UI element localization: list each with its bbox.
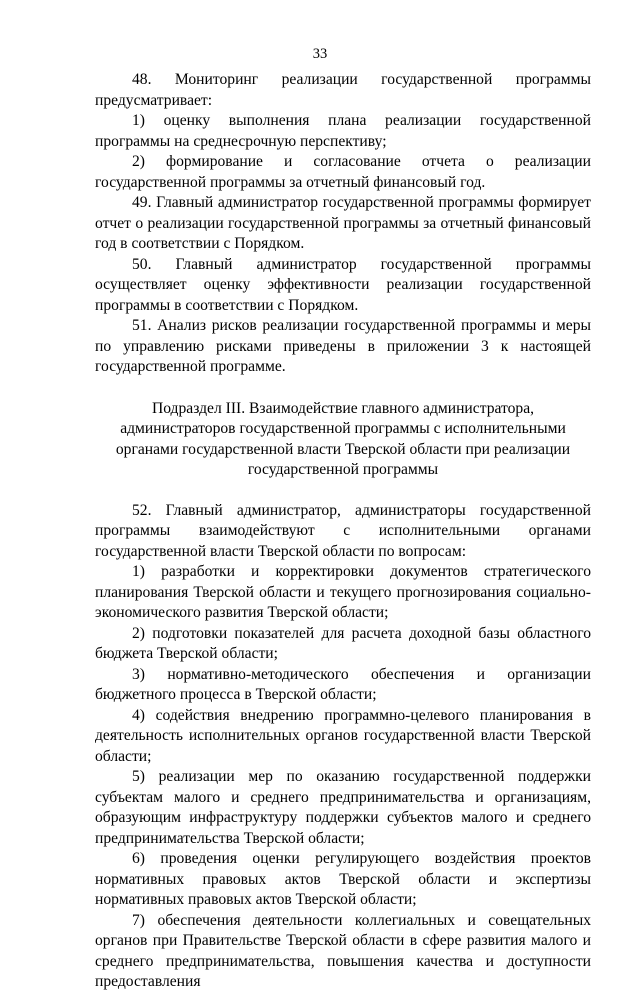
paragraph-48: 48. Мониторинг реализации государственной программы предусматривает: xyxy=(95,71,591,109)
paragraph-52-item-4: 4) содействия внедрению программно-целевого планирования в деятельность исполнительных органов государственной власти Тверской области; xyxy=(95,706,591,765)
paragraph-50: 50. Главный администратор государственной программы осуществляет оценку эффективности реализации государственной программы в соответствии с Порядком. xyxy=(95,255,591,314)
paragraph-49: 49. Главный администратор государственной программы формирует отчет о реализации государственной программы за отчетный финансовый год в соответствии с Порядком. xyxy=(95,194,591,252)
subsection-heading: Подраздел III. Взаимодействие главного администратора, администраторов государственной программы с исполнительными органами государственной власти Тверской области при реализации государственной программы xyxy=(115,399,571,478)
paragraph-48-item-1: 1) оценку выполнения плана реализации государственной программы на среднесрочную перспективу; xyxy=(95,112,591,150)
paragraph-52-item-2: 2) подготовки показателей для расчета доходной базы областного бюджета Тверской области; xyxy=(95,624,591,662)
document-body xyxy=(95,70,591,993)
paragraph-52: 52. Главный администратор, администраторы государственной программы взаимодействуют с исполнительными органами государственной власти Тверской области по вопросам: xyxy=(95,501,591,560)
paragraph-52-item-1: 1) разработки и корректировки документов стратегического планирования Тверской области и текущего прогнозирования социально-экономического развития Тверской области; xyxy=(95,563,591,621)
paragraph-51: 51. Анализ рисков реализации государственной программы и меры по управлению рисками приведены в приложении 3 к настоящей государственной программе. xyxy=(95,317,591,375)
paragraph-52-item-6: 6) проведения оценки регулирующего воздействия проектов нормативных правовых актов Тверской области и экспертизы нормативных правовых актов Тверской области; xyxy=(95,850,591,908)
paragraph-48-item-2: 2) формирование и согласование отчета о реализации государственной программы за отчетный финансовый год. xyxy=(95,153,591,191)
paragraph-52-item-5: 5) реализации мер по оказанию государственной поддержки субъектам малого и среднего предпринимательства и организациям, образующим инфраструктуру поддержки субъектов малого и среднего предпринимательства Тверской области; xyxy=(95,768,591,847)
paragraph-52-item-7: 7) обеспечения деятельности коллегиальных и совещательных органов при Правительстве Тверской области в сфере развития малого и среднего предпринимательства, повышения качества и доступности предоставления xyxy=(95,911,591,990)
page-number: 33 xyxy=(312,46,328,62)
paragraph-52-item-3: 3) нормативно-методического обеспечения и организации бюджетного процесса в Тверской области; xyxy=(95,665,591,703)
